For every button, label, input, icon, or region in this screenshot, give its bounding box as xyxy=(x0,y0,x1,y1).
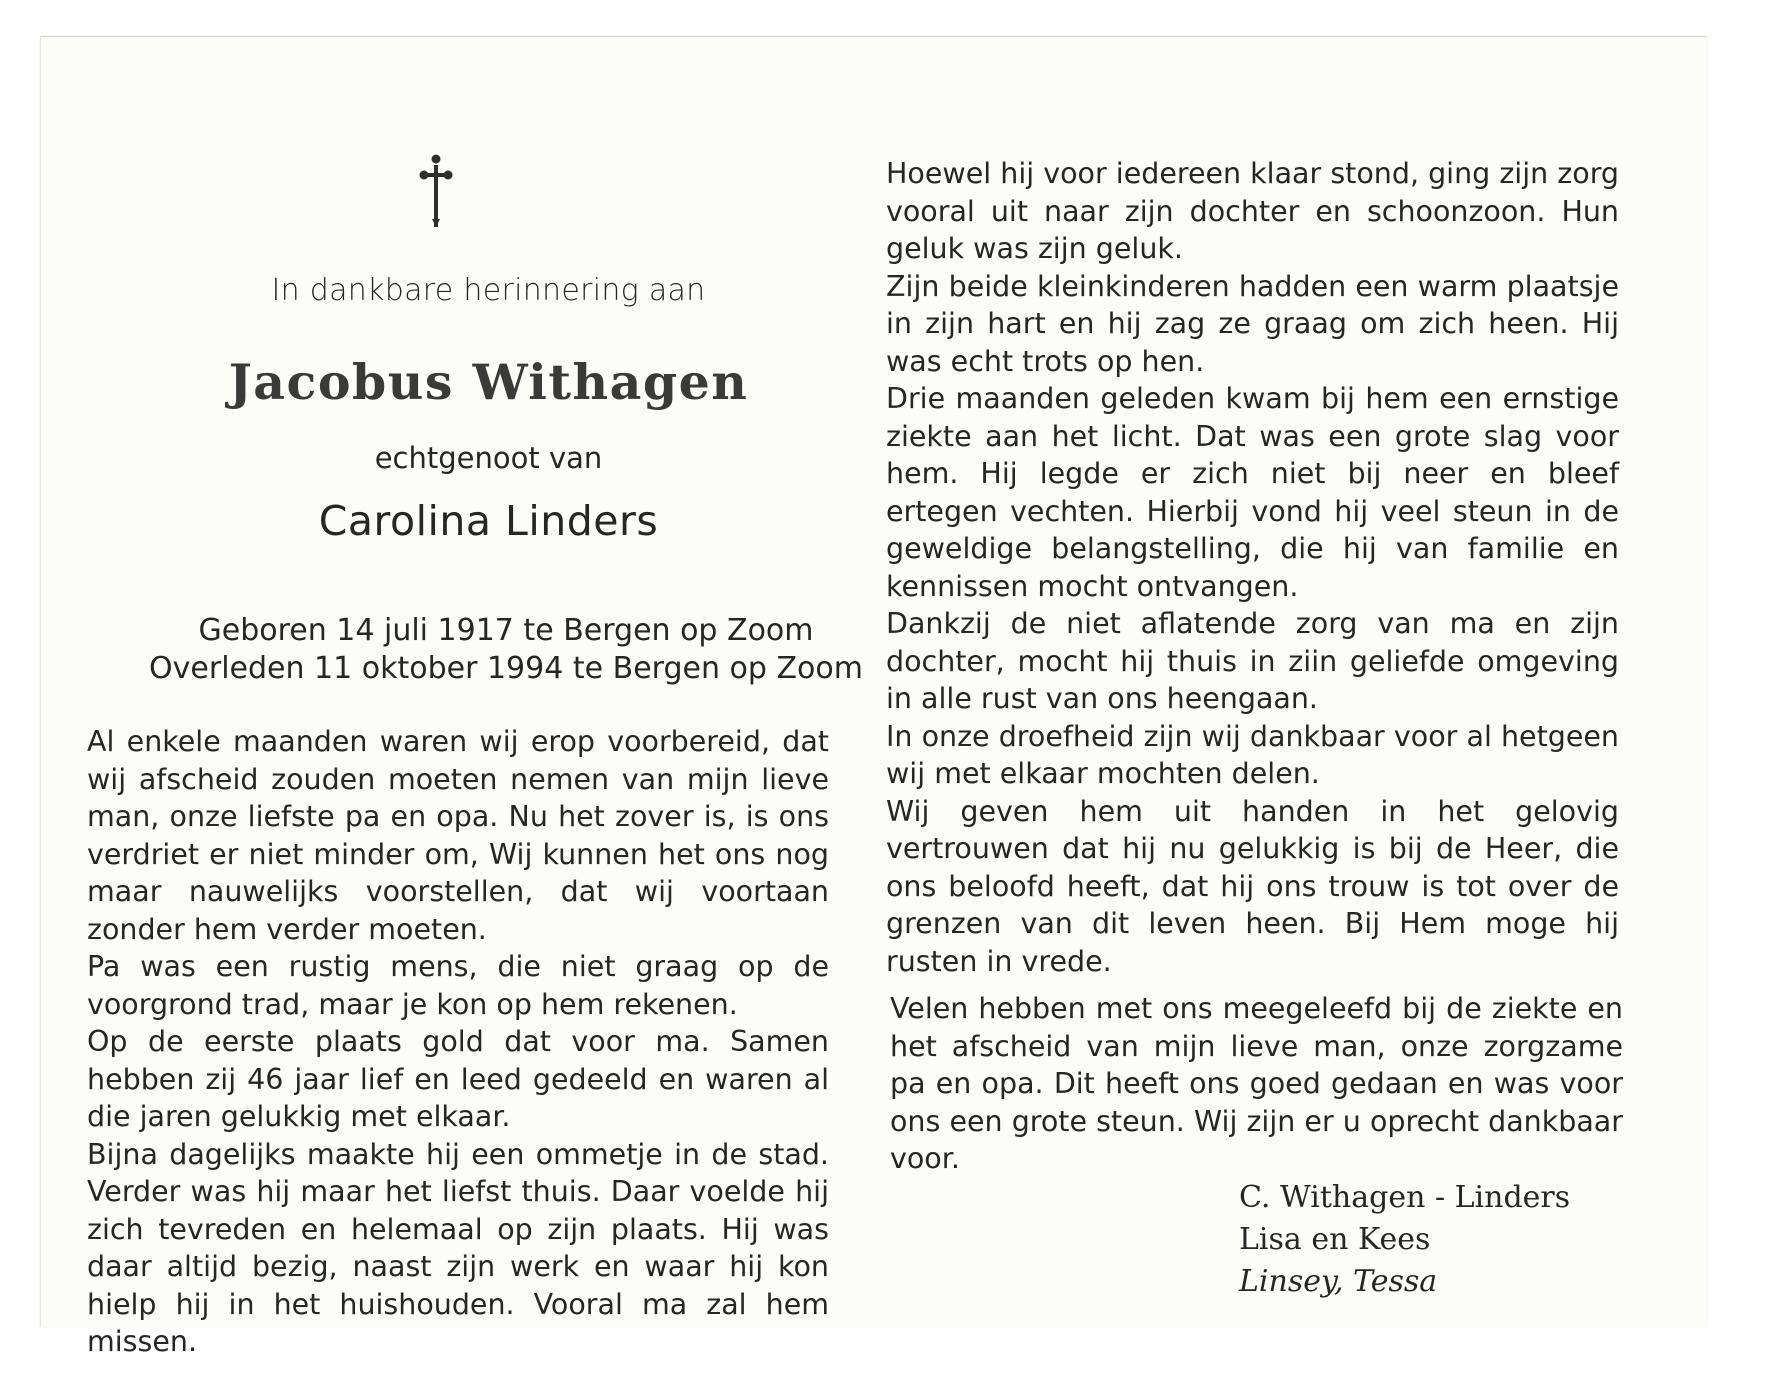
birth-line: Geboren 14 juli 1917 te Bergen op Zoom xyxy=(198,613,814,648)
life-dates xyxy=(141,612,871,688)
signature-line-2: Lisa en Kees xyxy=(1239,1222,1431,1257)
intro-text: In dankbare herinnering aan xyxy=(271,273,706,308)
signature-line-3: Linsey, Tessa xyxy=(1239,1264,1438,1299)
paragraph: Pa was een rustig mens, die niet graag op de voorgrond trad, maar je kon op hem rekenen. xyxy=(87,950,829,1021)
paragraph: Hoewel hij voor iedereen klaar stond, ging zijn zorg vooral uit naar zijn dochter en schoonzoon. Hun geluk was zijn geluk. xyxy=(886,157,1619,265)
thanks-text xyxy=(890,990,1623,1178)
paragraph: Zijn beide kleinkinderen hadden een warm plaatsje in zijn hart en hij zag ze graag om zich heen. Hij was echt trots op hen. xyxy=(886,269,1619,378)
signature-line-1: C. Withagen - Linders xyxy=(1239,1180,1571,1215)
paragraph: Drie maanden geleden kwam bij hem een ernstige ziekte aan het licht. Dat was een grote slag voor hem. Hij legde er zich niet bij neer en bleef ertegen vechten. Hierbij vond hij veel steun in de geweldige belangstelling, die hij van familie en kennissen mocht ontvangen. xyxy=(886,382,1619,603)
paragraph: Al enkele maanden waren wij erop voorbereid, dat wij afscheid zouden moeten nemen van mijn lieve man, onze liefste pa en opa. Nu het zover is, is ons verdriet er niet minder om, Wij kunnen het ons nog maar nauwelijks voorstellen, dat wij voortaan zonder hem verder moeten. xyxy=(87,725,829,946)
memorial-card xyxy=(40,36,1707,1358)
paragraph: Bijna dagelijks maakte hij een ommetje in de stad. Verder was hij maar het liefst thuis. Daar voelde hij zich tevreden en helemaal op zijn plaats. Hij was daar altijd bezig, naast zijn werk en waar hij kon hielp hij in het huishouden. Vooral ma zal hem missen. xyxy=(87,1137,829,1358)
paragraph: Velen hebben met ons meegeleefd bij de ziekte en het afscheid van mijn lieve man, onze zorgzame pa en opa. Dit heeft ons goed gedaan en was voor ons een grote steun. Wij zijn er u oprecht dankbaar voor. xyxy=(890,992,1623,1175)
spouse-label: echtgenoot van xyxy=(374,441,603,475)
paragraph: Wij geven hem uit handen in het gelovig vertrouwen dat hij nu gelukkig is bij de Heer, die ons beloofd heeft, dat hij ons trouw is tot over de grenzen van dit leven heen. Bij Hem moge hij rusten in vrede. xyxy=(886,794,1619,978)
death-line: Overleden 11 oktober 1994 te Bergen op Zoom xyxy=(149,651,863,686)
paragraph: In onze droefheid zijn wij dankbaar voor al hetgeen wij met elkaar mochten delen. xyxy=(886,719,1619,790)
left-body-text xyxy=(87,723,829,1361)
cross-icon xyxy=(416,151,456,231)
paragraph: Op de eerste plaats gold dat voor ma. Samen hebben zij 46 jaar lief en leed gedeeld en waren al die jaren gelukkig met elkaar. xyxy=(87,1025,829,1133)
left-page xyxy=(41,37,874,1358)
spouse-name: Carolina Linders xyxy=(318,497,659,545)
paragraph: Dankzij de niet aflatende zorg van ma en zijn dochter, mocht hij thuis in ziin geliefde omgeving in alle rust van ons heengaan. xyxy=(886,607,1619,715)
family-signature xyxy=(1239,1177,1570,1303)
deceased-name: Jacobus Withagen xyxy=(228,353,749,411)
right-body-text xyxy=(886,155,1619,980)
right-page xyxy=(874,37,1707,1327)
